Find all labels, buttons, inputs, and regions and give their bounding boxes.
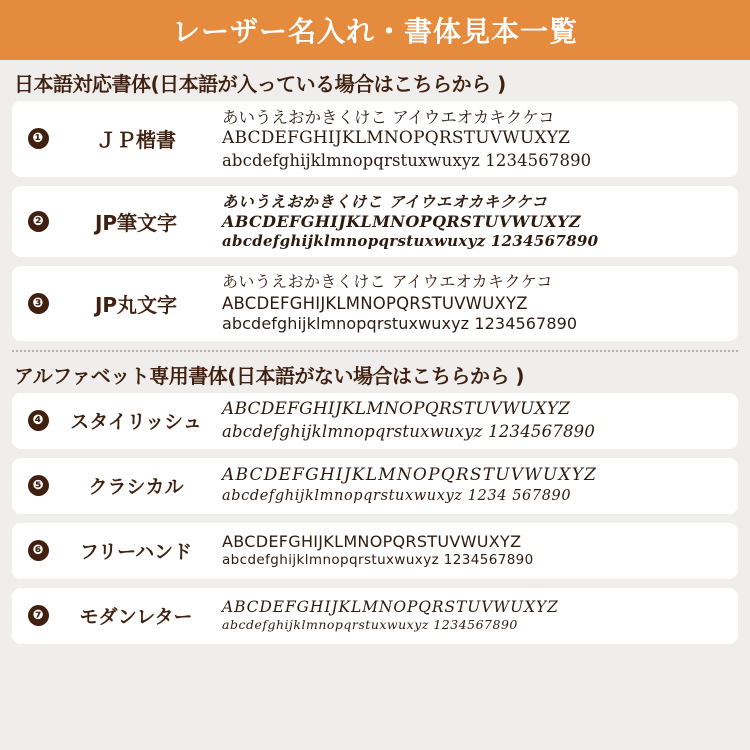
- row-number: [22, 211, 54, 232]
- sample-line-upper: ABCDEFGHIJKLMNOPQRSTUVWUXYZ: [222, 399, 571, 420]
- section-body-alphabet: [0, 393, 750, 644]
- section-heading-japanese: 日本語対応書体(日本語が入っている場合はこちらから ): [14, 72, 506, 96]
- font-row-stylish[interactable]: [12, 393, 738, 449]
- font-row-classical[interactable]: [12, 458, 738, 514]
- number-badge-7: ❼: [28, 605, 49, 626]
- sample-line-lower: abcdefghijklmnopqrstuxwuxyz 1234567890: [222, 150, 592, 170]
- sample-line-lower: abcdefghijklmnopqrstuxwuxyz 1234567890: [222, 421, 596, 441]
- font-row-jp-kaisho[interactable]: [12, 101, 738, 177]
- sample-line-kana: あいうえおかきくけこ アイウエオカキクケコ: [222, 272, 553, 292]
- section-body-japanese: [0, 101, 750, 341]
- font-row-jp-fude[interactable]: [12, 186, 738, 257]
- page-header: [0, 0, 750, 60]
- row-number: [22, 128, 54, 149]
- font-name-classical: クラシカル: [88, 476, 184, 498]
- font-name-stylish: スタイリッシュ: [70, 411, 202, 433]
- font-row-jp-maru[interactable]: [12, 266, 738, 340]
- font-sample-classical: [218, 465, 728, 505]
- font-name-jp-fude: JP筆文字: [94, 211, 178, 236]
- font-name-jp-maru: JP丸文字: [94, 292, 178, 317]
- number-badge-6: ❻: [28, 540, 49, 561]
- sample-line-upper: ABCDEFGHIJKLMNOPQRSTUVWUXYZ: [222, 465, 598, 486]
- sample-line-upper: ABCDEFGHIJKLMNOPQRSTUVWUXYZ: [222, 597, 559, 616]
- sample-line-upper: ABCDEFGHIJKLMNOPQRSTUVWUXYZ: [222, 128, 571, 149]
- number-badge-2: ❷: [28, 211, 49, 232]
- font-name-jp-kaisho: ＪＰ楷書: [96, 128, 176, 153]
- row-number: [22, 540, 54, 561]
- sample-line-upper: ABCDEFGHIJKLMNOPQRSTUVWUXYZ: [222, 531, 522, 551]
- font-sample-jp-fude: [218, 192, 728, 251]
- font-sample-jp-maru: [218, 272, 728, 334]
- sample-line-lower: abcdefghijklmnopqrstuxwuxyz 1234 567890: [222, 488, 572, 505]
- font-row-modern-letter[interactable]: [12, 588, 738, 644]
- font-sample-modern-letter: [218, 598, 728, 634]
- number-badge-3: ❸: [28, 293, 49, 314]
- page-title: レーザー名入れ・書体見本一覧: [171, 15, 578, 48]
- sample-line-upper: ABCDEFGHIJKLMNOPQRSTUVWUXYZ: [222, 293, 528, 313]
- font-sample-freehand: [218, 532, 728, 570]
- sample-line-lower: abcdefghijklmnopqrstuxwuxyz 1234567890: [222, 314, 578, 334]
- row-number: [22, 475, 54, 496]
- font-name-modern-letter: モダンレター: [79, 606, 193, 628]
- sample-line-upper: ABCDEFGHIJKLMNOPQRSTUVWUXYZ: [222, 211, 581, 231]
- font-sample-jp-kaisho: [218, 107, 728, 171]
- sample-line-lower: abcdefghijklmnopqrstuxwuxyz 1234567890: [222, 232, 599, 251]
- sample-line-kana: あいうえおかきくけこ アイウエオカキクケコ: [222, 191, 548, 211]
- number-badge-4: ❹: [28, 410, 49, 431]
- font-row-freehand[interactable]: [12, 523, 738, 579]
- sample-line-kana: あいうえおかきくけこ アイウエオカキクケコ: [222, 108, 555, 127]
- font-name-freehand: フリーハンド: [79, 541, 193, 563]
- font-sample-stylish: [218, 399, 728, 442]
- sample-line-lower: abcdefghijklmnopqrstuxwuxyz 1234567890: [222, 552, 534, 569]
- sample-line-lower: abcdefghijklmnopqrstuxwuxyz 1234567890: [222, 617, 518, 633]
- row-number: [22, 410, 54, 431]
- number-badge-1: ❶: [28, 128, 49, 149]
- row-number: [22, 293, 54, 314]
- number-badge-5: ❺: [28, 475, 49, 496]
- row-number: [22, 605, 54, 626]
- section-heading-alphabet: アルファベット専用書体(日本語がない場合はこちらから ): [14, 363, 525, 388]
